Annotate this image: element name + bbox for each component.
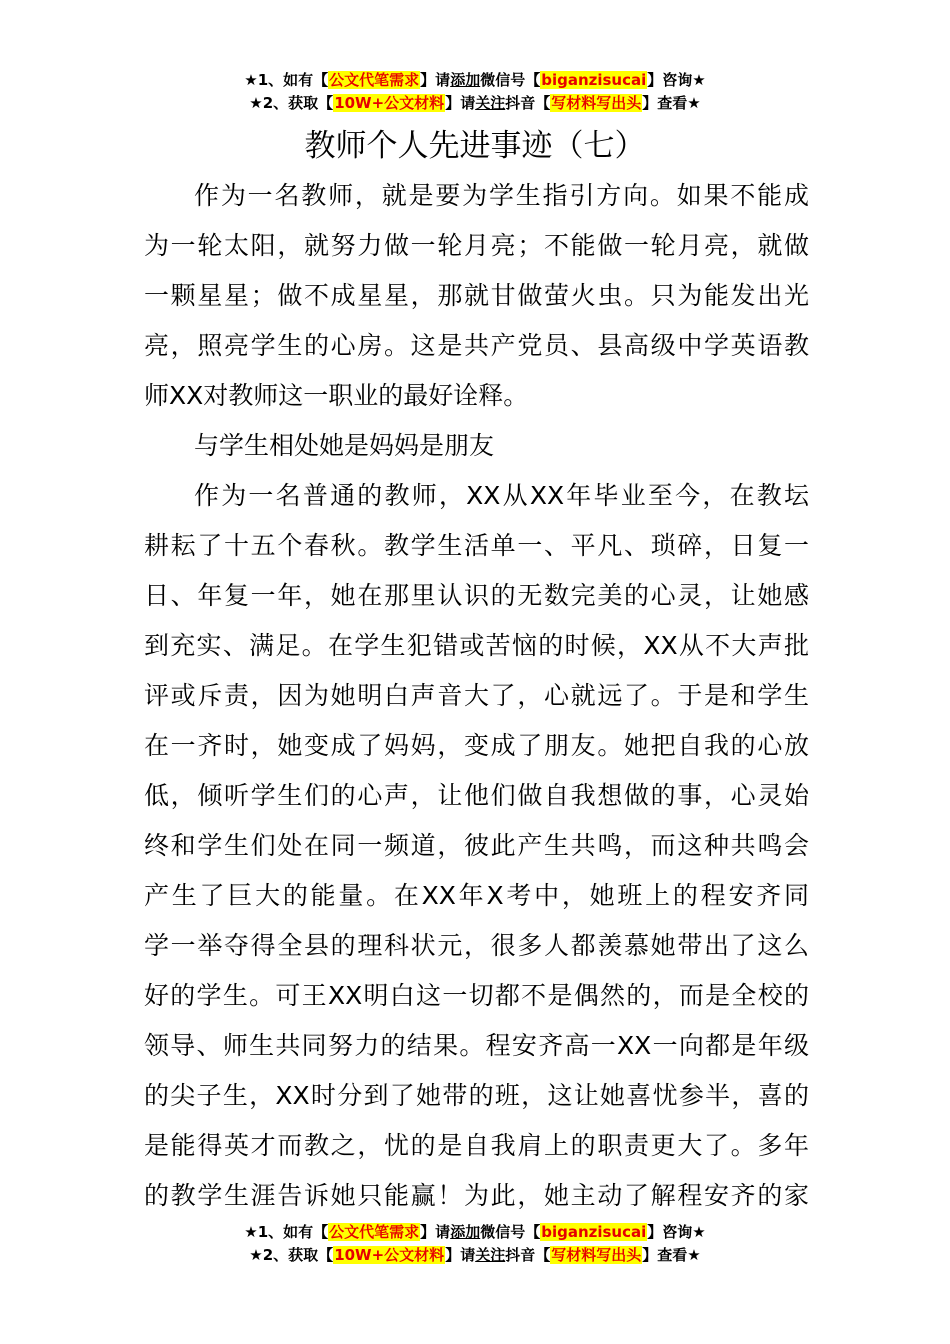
- text-line: 作为一名教师，就是要为学生指引方向。如果不能成: [194, 181, 809, 210]
- text-line: 到充实、满足。在学生犯错或苦恼的时候，XX从不大声批: [144, 631, 809, 660]
- text-line: 的尖子生，XX时分到了她带的班，这让她喜忧参半，喜的: [144, 1081, 809, 1110]
- text-line: 低，倾听学生们的心声，让他们做自我想做的事，心灵始: [144, 781, 809, 810]
- text-line: 是能得英才而教之，忧的是自我肩上的职责更大了。多年: [144, 1131, 809, 1160]
- document-title: 教师个人先进事迹（七）: [304, 128, 646, 164]
- banner-line-1: ★1、如有【公文代笔需求】请添加微信号【biganzisucai】咨询★: [244, 1223, 706, 1241]
- text-line: 日、年复一年，她在那里认识的无数完美的心灵，让她感: [144, 581, 809, 610]
- section-heading-text: 与学生相处她是妈妈是朋友: [194, 431, 495, 460]
- top-banner: [0, 69, 950, 115]
- banner-highlight: 10W+公文材料: [334, 94, 445, 112]
- bottom-banner: [0, 1221, 950, 1267]
- document-body: [144, 171, 809, 1221]
- banner-line-2: ★2、获取【10W+公文材料】请关注抖音【写材料写出头】查看★: [249, 94, 701, 112]
- text-line: 的教学生涯告诉她只能赢！为此，她主动了解程安齐的家: [144, 1181, 809, 1210]
- text-line: 终和学生们处在同一频道，彼此产生共鸣，而这种共鸣会: [144, 831, 809, 860]
- text-line: 评或斥责，因为她明白声音大了，心就远了。于是和学生: [144, 681, 809, 710]
- section-heading: [144, 421, 809, 471]
- text-line: 亮，照亮学生的心房。这是共产党员、县高级中学英语教: [144, 331, 809, 360]
- banner-line-2: ★2、获取【10W+公文材料】请关注抖音【写材料写出头】查看★: [249, 1246, 701, 1264]
- text-line: 学一举夺得全县的理科状元，很多人都羡慕她带出了这么: [144, 931, 809, 960]
- banner-highlight: 公文代笔需求: [329, 1223, 420, 1241]
- text-line: 耕耘了十五个春秋。教学生活单一、平凡、琐碎，日复一: [144, 531, 809, 560]
- text-line: 作为一名普通的教师，XX从XX年毕业至今，在教坛: [194, 481, 809, 510]
- banner-line-1: ★1、如有【公文代笔需求】请添加微信号【biganzisucai】咨询★: [244, 71, 706, 89]
- paragraph-2: [144, 471, 809, 1221]
- banner-douyin-id: 写材料写出头: [551, 1246, 642, 1264]
- paragraph-1: [144, 171, 809, 421]
- banner-wechat-id: biganzisucai: [541, 1223, 647, 1241]
- text-line: 师XX对教师这一职业的最好诠释。: [144, 381, 529, 410]
- banner-wechat-id: biganzisucai: [541, 71, 647, 89]
- text-line: 产生了巨大的能量。在XX年X考中，她班上的程安齐同: [144, 881, 809, 910]
- text-line: 领导、师生共同努力的结果。程安齐高一XX一向都是年级: [144, 1031, 809, 1060]
- text-line: 一颗星星；做不成星星，那就甘做萤火虫。只为能发出光: [144, 281, 809, 310]
- banner-highlight: 10W+公文材料: [334, 1246, 445, 1264]
- text-line: 好的学生。可王XX明白这一切都不是偶然的，而是全校的: [144, 981, 809, 1010]
- text-line: 在一齐时，她变成了妈妈，变成了朋友。她把自我的心放: [144, 731, 809, 760]
- banner-douyin-id: 写材料写出头: [551, 94, 642, 112]
- text-line: 为一轮太阳，就努力做一轮月亮；不能做一轮月亮，就做: [144, 231, 809, 260]
- banner-highlight: 公文代笔需求: [329, 71, 420, 89]
